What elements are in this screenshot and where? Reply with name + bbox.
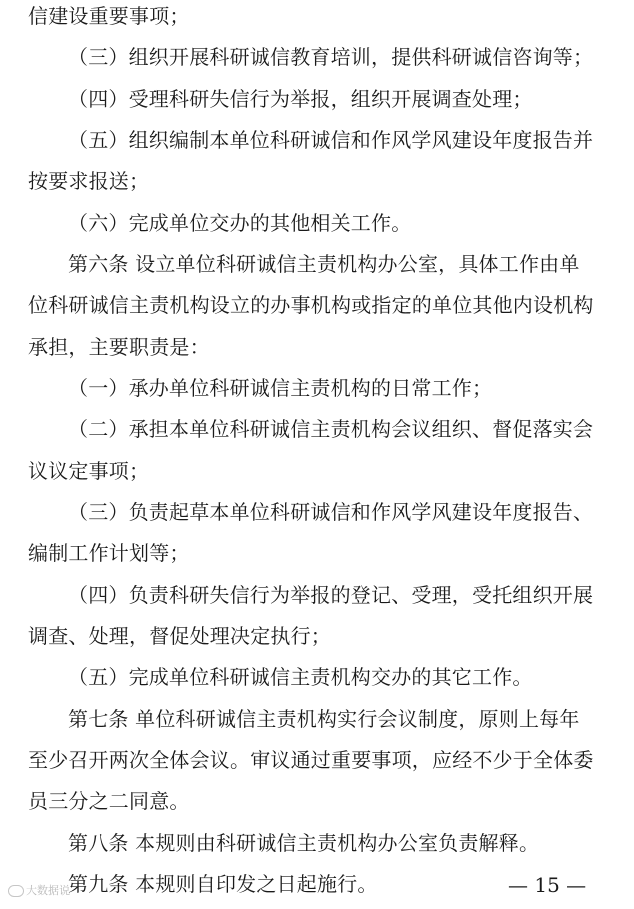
text-line: （三）负责起草本单位科研诚信和作风学风建设年度报告、 bbox=[68, 500, 594, 524]
text-line: 第八条 本规则由科研诚信主责机构办公室负责解释。 bbox=[68, 831, 540, 855]
text-line: 员三分之二同意。 bbox=[28, 789, 190, 813]
text-line: 编制工作计划等； bbox=[28, 541, 190, 565]
text-line: （四）负责科研失信行为举报的登记、受理，受托组织开展 bbox=[68, 583, 594, 607]
text-line: （二）承担本单位科研诚信主责机构会议组织、督促落实会 bbox=[68, 417, 594, 441]
text-line: 承担，主要职责是： bbox=[28, 335, 210, 359]
text-line: 至少召开两次全体会议。审议通过重要事项，应经不少于全体委 bbox=[28, 748, 594, 772]
page-number: — 15 — bbox=[508, 873, 587, 897]
text-line: （五）完成单位科研诚信主责机构交办的其它工作。 bbox=[68, 665, 533, 689]
text-line: 按要求报送； bbox=[28, 169, 150, 193]
text-line: 第九条 本规则自印发之日起施行。 bbox=[68, 872, 378, 896]
weibo-icon bbox=[8, 885, 24, 897]
watermark bbox=[8, 884, 70, 898]
text-line: （五）组织编制本单位科研诚信和作风学风建设年度报告并 bbox=[68, 128, 594, 152]
text-line: （四）受理科研失信行为举报，组织开展调查处理； bbox=[68, 87, 533, 111]
text-line: （六）完成单位交办的其他相关工作。 bbox=[68, 211, 412, 235]
text-line: 信建设重要事项； bbox=[28, 4, 190, 28]
text-line: 位科研诚信主责机构设立的办事机构或指定的单位其他内设机构 bbox=[28, 293, 594, 317]
text-line: 第六条 设立单位科研诚信主责机构办公室，具体工作由单 bbox=[68, 252, 580, 276]
text-line: 第七条 单位科研诚信主责机构实行会议制度，原则上每年 bbox=[68, 707, 580, 731]
text-line: （三）组织开展科研诚信教育培训，提供科研诚信咨询等； bbox=[68, 45, 594, 69]
text-line: 调查、处理，督促处理决定执行； bbox=[28, 624, 331, 648]
watermark-text: 大数据说 bbox=[26, 884, 70, 897]
text-line: 议议定事项； bbox=[28, 459, 150, 483]
text-line: （一）承办单位科研诚信主责机构的日常工作； bbox=[68, 376, 493, 400]
